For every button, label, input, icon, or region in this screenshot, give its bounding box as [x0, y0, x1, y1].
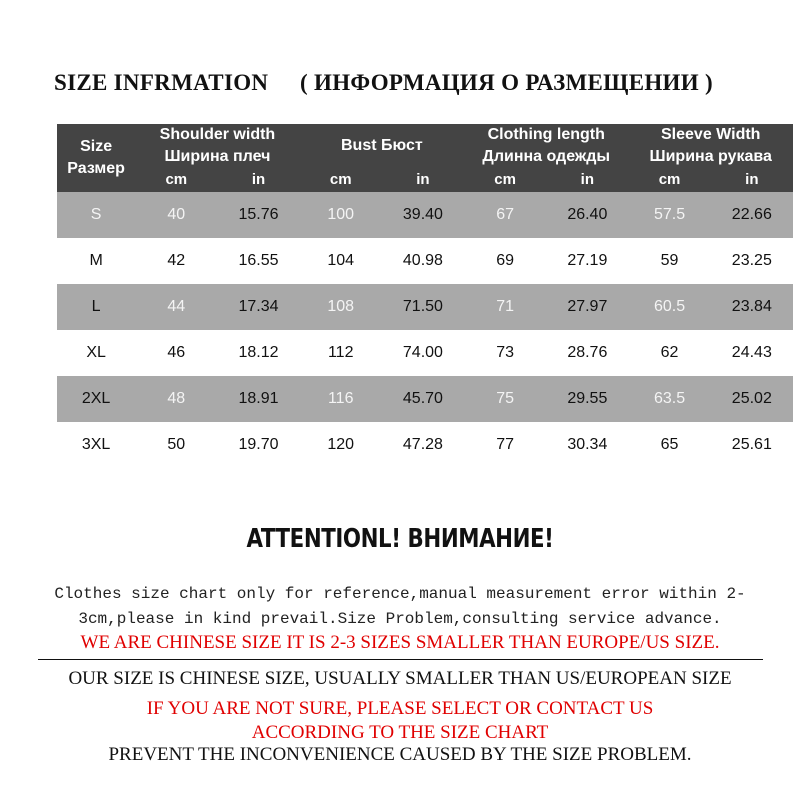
cell-sleeve-in: 22.66 — [731, 206, 772, 223]
cell-bust-in: 71.50 — [402, 298, 443, 315]
cell-length-cm: 77 — [496, 436, 515, 453]
cell-shoulder-cm: 46 — [167, 344, 186, 361]
cell-bust-cm: 120 — [327, 436, 355, 453]
reference-note-line-1: Clothes size chart only for reference,manual measurement error within 2- — [54, 585, 746, 603]
unit-in: in — [580, 171, 595, 188]
cell-sleeve-in: 24.43 — [731, 344, 772, 361]
size-title-row — [30, 64, 770, 104]
cell-length-cm: 69 — [496, 252, 515, 269]
cell-length-cm: 67 — [496, 206, 515, 223]
attention-heading: ATTENTIONL! ВНИМАНИЕ! — [246, 524, 554, 554]
cell-bust-cm: 108 — [327, 298, 355, 315]
cell-size: 3XL — [81, 436, 111, 453]
cell-sleeve-cm: 60.5 — [653, 298, 686, 315]
cell-length-cm: 71 — [496, 298, 515, 315]
divider-line — [38, 659, 763, 660]
table-row — [57, 238, 793, 284]
cell-sleeve-cm: 63.5 — [653, 390, 686, 407]
cell-size: XL — [86, 344, 106, 361]
cell-bust-in: 40.98 — [402, 252, 443, 269]
cell-bust-in: 45.70 — [402, 390, 443, 407]
cell-shoulder-in: 18.91 — [238, 390, 279, 407]
cell-shoulder-cm: 50 — [167, 436, 186, 453]
header-sleeve — [628, 124, 793, 168]
not-sure-line-2: ACCORDING TO THE SIZE CHART — [251, 722, 549, 743]
header-length-en: Clothing length — [487, 126, 605, 143]
cell-size: 2XL — [81, 390, 111, 407]
cell-shoulder-in: 15.76 — [238, 206, 279, 223]
cell-bust-cm: 104 — [327, 252, 355, 269]
cell-sleeve-in: 25.61 — [731, 436, 772, 453]
chinese-size-warning: WE ARE CHINESE SIZE IT IS 2-3 SIZES SMALLER THAN EUROPE/US SIZE. — [80, 632, 720, 653]
title-russian: ( ИНФОРМАЦИЯ О РАЗМЕЩЕНИИ ) — [300, 70, 713, 95]
cell-length-in: 27.19 — [567, 252, 608, 269]
cell-bust-in: 47.28 — [402, 436, 443, 453]
cell-length-cm: 73 — [496, 344, 515, 361]
cell-length-in: 28.76 — [567, 344, 608, 361]
header-size — [57, 124, 135, 192]
unit-cm: cm — [165, 171, 188, 188]
header-size-ru: Размер — [67, 160, 125, 177]
cell-shoulder-cm: 42 — [167, 252, 186, 269]
cell-sleeve-in: 23.25 — [731, 252, 772, 269]
cell-sleeve-cm: 62 — [660, 344, 679, 361]
size-info-panel — [30, 40, 770, 520]
header-bust-label: Bust Бюст — [340, 137, 423, 154]
cell-length-in: 26.40 — [567, 206, 608, 223]
cell-shoulder-cm: 48 — [167, 390, 186, 407]
table-row — [57, 422, 793, 468]
cell-length-cm: 75 — [496, 390, 515, 407]
unit-cm: cm — [658, 171, 681, 188]
reference-note — [30, 582, 770, 632]
our-size-notice: OUR SIZE IS CHINESE SIZE, USUALLY SMALLER THAN US/EUROPEAN SIZE — [68, 668, 732, 689]
cell-shoulder-in: 19.70 — [238, 436, 279, 453]
cell-length-in: 29.55 — [567, 390, 608, 407]
cell-shoulder-in: 18.12 — [238, 344, 279, 361]
cell-shoulder-in: 16.55 — [238, 252, 279, 269]
table-row — [57, 284, 793, 330]
unit-cm: cm — [329, 171, 352, 188]
table-row — [57, 376, 793, 422]
size-table — [57, 124, 793, 468]
cell-shoulder-cm: 40 — [167, 206, 186, 223]
cell-bust-cm: 112 — [327, 344, 354, 361]
cell-shoulder-in: 17.34 — [238, 298, 279, 315]
unit-in: in — [251, 171, 266, 188]
header-size-en: Size — [80, 138, 113, 155]
header-sleeve-ru: Ширина рукава — [649, 148, 772, 165]
header-shoulder-en: Shoulder width — [159, 126, 276, 143]
title-english: SIZE INFRMATION — [54, 70, 269, 95]
header-length-ru: Длинна одежды — [482, 148, 611, 165]
header-length — [464, 124, 628, 168]
cell-sleeve-in: 25.02 — [731, 390, 772, 407]
header-shoulder-ru: Ширина плеч — [164, 148, 271, 165]
table-row — [57, 192, 793, 238]
cell-sleeve-in: 23.84 — [731, 298, 772, 315]
cell-bust-cm: 100 — [327, 206, 355, 223]
header-shoulder — [135, 124, 299, 168]
unit-cm: cm — [494, 171, 516, 188]
unit-in: in — [416, 171, 430, 188]
cell-shoulder-cm: 44 — [167, 298, 186, 315]
unit-in: in — [745, 171, 759, 188]
cell-length-in: 30.34 — [567, 436, 608, 453]
not-sure-notice — [30, 697, 770, 745]
cell-size: L — [91, 298, 101, 315]
reference-note-line-2: 3cm,please in kind prevail.Size Problem,consulting service advance. — [78, 610, 722, 628]
cell-sleeve-cm: 59 — [660, 252, 679, 269]
prevent-notice: PREVENT THE INCONVENIENCE CAUSED BY THE SIZE PROBLEM. — [108, 744, 692, 765]
header-bust — [300, 124, 464, 168]
cell-bust-in: 39.40 — [402, 206, 443, 223]
cell-bust-cm: 116 — [327, 390, 354, 407]
header-sleeve-en: Sleeve Width — [661, 126, 761, 143]
table-row — [57, 330, 793, 376]
cell-length-in: 27.97 — [567, 298, 608, 315]
cell-sleeve-cm: 57.5 — [653, 206, 686, 223]
cell-bust-in: 74.00 — [402, 344, 443, 361]
cell-sleeve-cm: 65 — [660, 436, 679, 453]
not-sure-line-1: IF YOU ARE NOT SURE, PLEASE SELECT OR CONTACT US — [146, 698, 654, 719]
cell-size: S — [90, 206, 102, 223]
cell-size: M — [89, 252, 103, 269]
